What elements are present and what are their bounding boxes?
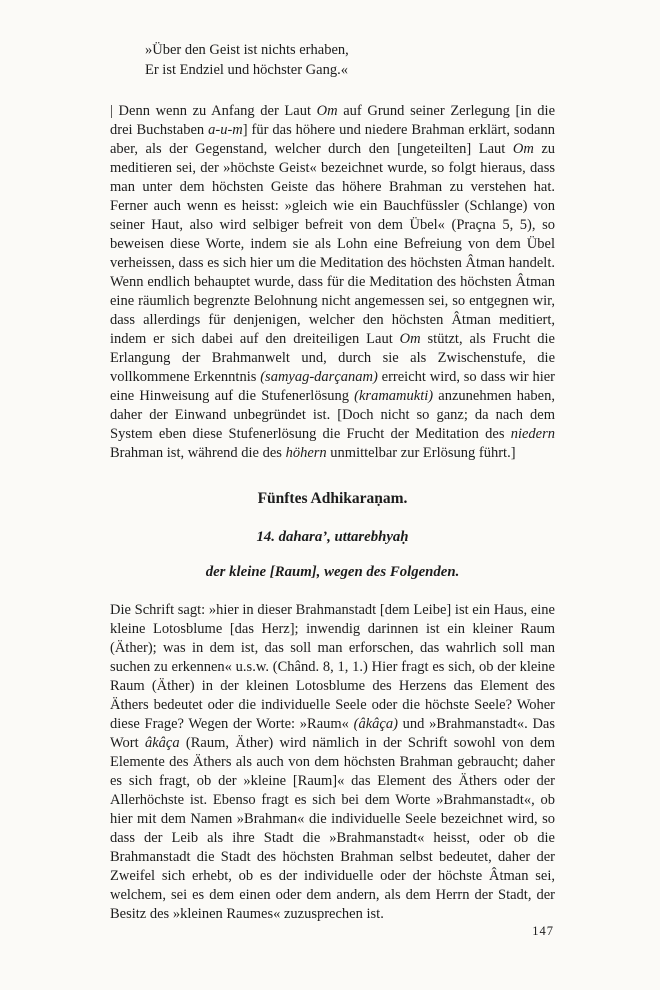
epigraph-line-2: Er ist Endziel und höchster Gang.« [145,62,348,78]
epigraph-line-1: »Über den Geist ist nichts erhaben, [145,42,349,58]
page-number: 147 [532,924,554,938]
body-paragraph-om-meditation: | Denn wenn zu Anfang der Laut Om auf Grund seiner Zerlegung [in die drei Buchstaben a-u-m] für das höhere und niedere Brahman erklärt, sodann aber, als der Gegenstand, welcher durch den [ungeteilten] Laut Om zu meditieren sei, der »höchste Geist« bezeichnet wurde, so folgt hieraus, dass man unter dem höchsten Geiste das höhere Brahman zu verstehen hat. Ferner auch wenn es heisst: »gleich wie ein Bauchfüssler (Schlange) von seiner Haut, also wird selbiger befreit von dem Übel« (Praçna 5, 5), so beweisen diese Worte, indem sie als Lohn eine Befreiung von dem Übel verheissen, dass es sich hier um die Meditation des höchsten Âtman handelt. Wenn endlich behauptet wurde, dass für die Meditation des höchsten Âtman eine räumlich begrenzte Belohnung nicht angemessen sei, so entgegnen wir, dass allerdings für denjenigen, welcher den höchsten Âtman meditiert, indem er sich dabei auf den dreiteiligen Laut Om stützt, als Frucht die Erlangung der Brahmanwelt und, durch sie als Zwischenstufe, die vollkommene Erkenntnis (samyag-darçanam) erreicht wird, so dass wir hier eine Hinweisung auf die Stufenerlösung (kramamukti) anzunehmen haben, daher der Einwand unbegründet ist. [Doch nicht so ganz; da nach dem System eben diese Stufenerlösung die Frucht der Meditation des niedern Brahman ist, während die des höhern unmittelbar zur Erlösung führt.] [110,103,556,461]
sutra-translation: der kleine [Raum], wegen des Folgenden. [205,564,460,580]
sutra-sanskrit: 14. dahara’, uttarebhyaḥ [256,529,409,545]
epigraph [145,40,555,80]
body-paragraph-dahara: Die Schrift sagt: »hier in dieser Brahmanstadt [dem Leibe] ist ein Haus, eine kleine Lotosblume [das Herz]; inwendig darinnen ist ein kleiner Raum (Äther); was in dem ist, das soll man erforschen, das wahrlich soll man suchen zu erkennen« u.s.w. (Chând. 8, 1, 1.) Hier fragt es sich, ob der kleine Raum (Äther) in der kleinen Lotosblume des Herzens das Element des Äthers bedeutet oder die individuelle Seele oder die höchste Seele? Woher diese Frage? Wegen der Worte: »Raum« (âkâça) und »Brahmanstadt«. Das Wort âkâça (Raum, Äther) wird nämlich in der Schrift sowohl von dem Elemente des Äthers als auch von dem höchsten Brahman gebraucht; daher es sich fragt, ob der »kleine [Raum]« das Element des Äthers oder der Allerhöchste ist. Ebenso fragt es sich bei dem Worte »Brahmanstadt«, ob hier mit dem Namen »Brahman« die individuelle Seele bezeichnet wird, so dass der Leib als ihre Stadt die »Brahmanstadt« heisst, oder ob die Brahmanstadt die Stadt des höchsten Brahman selbst bedeutet, daher der Zweifel sich erhebt, ob es der individuelle oder der höchste Âtman sei, welchem, sei es dem einen oder dem andern, als dem Herrn der Stadt, der Besitz des »kleinen Raumes« zuzusprechen ist. [110,602,555,922]
section-heading: Fünftes Adhikaraṇam. [257,490,408,507]
